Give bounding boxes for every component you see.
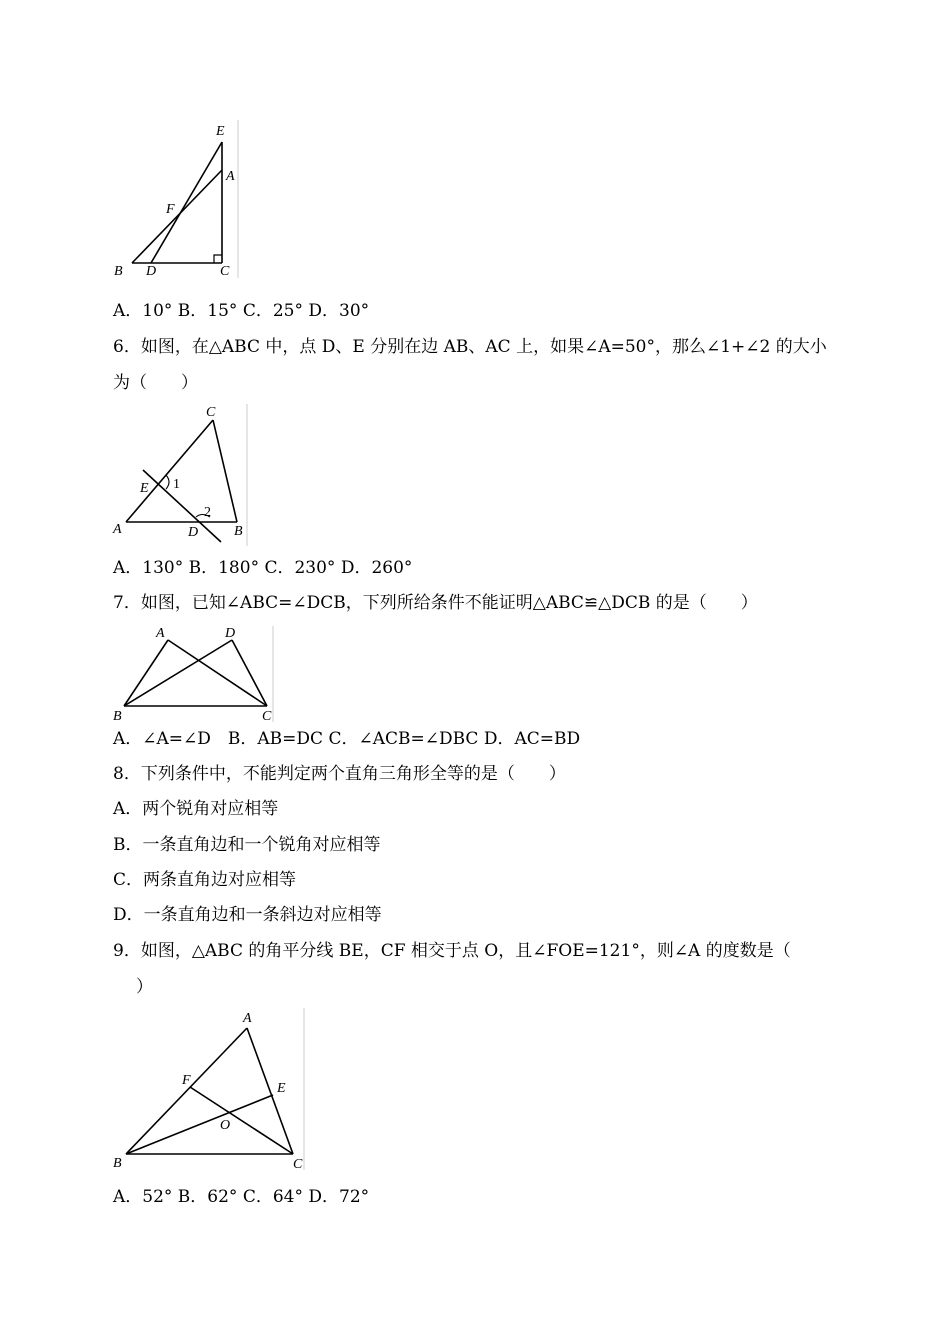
q7-stem: 7．如图，已知∠ABC=∠DCB，下列所给条件不能证明△ABC≌△DCB 的是（ ） [113,593,758,613]
label-angle-2: 2 [204,505,211,520]
segment-ba [124,640,168,706]
q9-figure [110,1004,310,1174]
q6-stem-line2: 为（ ） [113,373,198,393]
label-b: B [113,709,122,724]
label-e: E [277,1081,286,1096]
label-d: D [225,626,236,641]
label-c: C [262,709,272,724]
label-b: B [234,524,243,539]
right-angle-mark [214,255,222,263]
segment-ac [168,640,267,706]
label-b: B [113,1156,122,1171]
label-d: D [188,525,199,540]
q8-option-d: D．一条直角边和一条斜边对应相等 [113,905,382,925]
segment-dc [232,640,267,706]
label-c: C [220,264,230,279]
label-e: E [140,481,149,496]
segment-ac [247,1028,293,1154]
label-b: B [114,264,123,279]
segment-ba [132,170,222,263]
segment-ac [126,420,213,522]
label-c: C [293,1157,303,1172]
label-a: A [156,626,165,641]
angle-1-arc [166,475,169,489]
q9-stem-line1: 9．如图，△ABC 的角平分线 BE，CF 相交于点 O，且∠FOE=121°，则∠A 的度数是（ [113,941,791,961]
q8-option-c: C．两条直角边对应相等 [113,870,297,890]
q8-option-a: A．两个锐角对应相等 [113,799,279,819]
q6-stem-line1: 6．如图，在△ABC 中，点 D、E 分别在边 AB、AC 上，如果∠A=50°，那么∠1+∠2 的大小 [113,337,827,357]
label-e: E [216,124,225,139]
q7-figure [110,622,278,724]
label-o: O [220,1118,231,1133]
q5-options: A．10° B．15° C．25° D．30° [113,301,370,321]
segment-bd [124,640,232,706]
segment-cb [213,420,237,522]
q8-option-b: B．一条直角边和一个锐角对应相等 [113,835,381,855]
segment-de [151,142,222,263]
q9-options: A．52° B．62° C．64° D．72° [113,1187,370,1207]
label-f: F [182,1073,191,1088]
q9-stem-line2: ） [136,977,153,997]
label-angle-1: 1 [173,477,180,492]
segment-cf [190,1087,293,1154]
label-a: A [243,1011,252,1026]
q8-stem: 8．下列条件中，不能判定两个直角三角形全等的是（ ） [113,764,566,784]
label-f: F [166,202,175,217]
label-a: A [113,522,122,537]
segment-be [126,1095,273,1154]
label-a: A [226,169,235,184]
segment-ba [126,1028,247,1154]
label-c: C [206,405,216,420]
label-d: D [146,264,157,279]
q6-figure [110,400,252,550]
q6-options: A．130° B．180° C．230° D．260° [113,558,413,578]
q5-figure [110,118,245,283]
q7-options: A．∠A=∠D B．AB=DC C．∠ACB=∠DBC D．AC=BD [113,729,581,749]
